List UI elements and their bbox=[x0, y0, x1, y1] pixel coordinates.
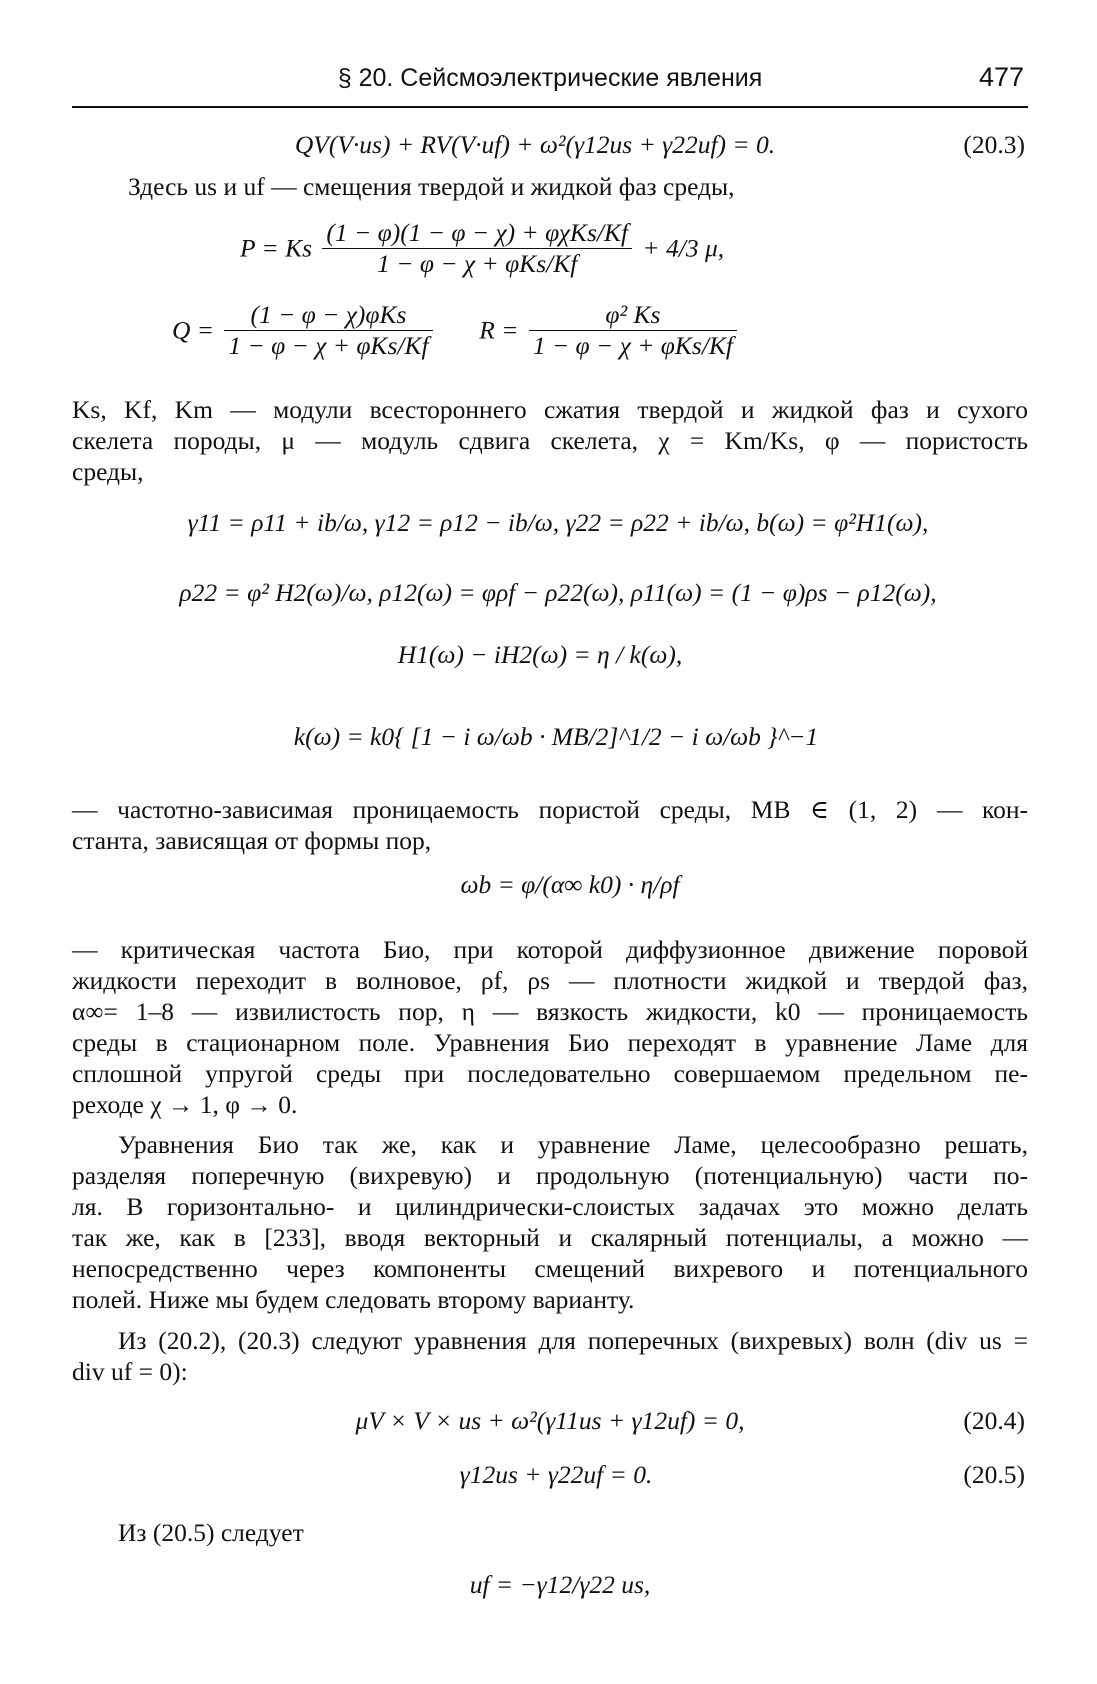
equation-R-denominator: 1 − φ − χ + φKs/Kf bbox=[532, 331, 734, 360]
equation-20-3: QV(V·us) + RV(V·uf) + ω²(γ12us + γ22uf) = 0. bbox=[294, 130, 776, 159]
from-line-1: Из (20.2), (20.3) следуют уравнения для поперечных (вихревых) волн (div us = bbox=[118, 1326, 1028, 1355]
biot-line-4: так же, как в [233], вводя векторный и скалярный потенциалы, а можно — bbox=[72, 1223, 1028, 1252]
biot-line-2: разделяя поперечную (вихревую) и продольную (потенциальную) части по- bbox=[72, 1161, 1028, 1190]
equation-20-4-label: (20.4) bbox=[963, 1406, 1025, 1435]
permeability-line-1: — частотно-зависимая проницаемость пористой среды, MB ∈ (1, 2) — кон- bbox=[72, 795, 1028, 824]
equation-20-5: γ12us + γ22uf = 0. bbox=[459, 1460, 653, 1489]
critical-line-4: среды в стационарном поле. Уравнения Био переходят в уравнение Ламе для bbox=[72, 1028, 1028, 1057]
equation-R-fraction bbox=[529, 300, 737, 361]
critical-line-3: α∞= 1–8 — извилистость пор, η — вязкость жидкости, k0 — проницаемость bbox=[72, 997, 1028, 1026]
equation-P-fraction bbox=[322, 218, 632, 279]
moduli-line-2: скелета породы, μ — модуль сдвига скелета, χ = Km/Ks, φ — пористость bbox=[72, 426, 1028, 455]
follows-line: Из (20.5) следует bbox=[118, 1518, 304, 1547]
critical-line-1: — критическая частота Био, при которой диффузионное движение поровой bbox=[72, 935, 1028, 964]
equation-P-lhs: P = Ks bbox=[240, 233, 313, 263]
equation-Q-R bbox=[172, 300, 892, 380]
from-line-2: div uf = 0): bbox=[72, 1357, 188, 1386]
equation-Q-numerator: (1 − φ − χ)φKs bbox=[224, 300, 432, 331]
critical-line-2: жидкости переходит в волновое, ρf, ρs — плотности жидкой и твердой фаз, bbox=[72, 966, 1028, 995]
equation-R-lhs: R = bbox=[479, 315, 519, 345]
equation-20-4: μV × V × us + ω²(γ11us + γ12uf) = 0, bbox=[355, 1406, 745, 1435]
equation-Q-lhs: Q = bbox=[172, 315, 214, 345]
intro-line: Здесь us и uf — смещения твердой и жидкой фаз среды, bbox=[128, 172, 735, 201]
equation-P-tail: + 4/3 μ, bbox=[642, 233, 725, 263]
page-number: 477 bbox=[978, 62, 1024, 92]
equation-k: k(ω) = k0{ [1 − i ω/ωb · MB/2]^1/2 − i ω/ωb }^−1 bbox=[293, 722, 819, 751]
section-title: § 20. Сейсмоэлектрические явления bbox=[337, 64, 763, 92]
critical-line-6: реходе χ → 1, φ → 0. bbox=[72, 1090, 298, 1119]
equation-uf: uf = −γ12/γ22 us, bbox=[469, 1570, 651, 1599]
biot-line-3: ля. В горизонтально- и цилиндрически-слоистых задачах это можно делать bbox=[72, 1192, 1028, 1221]
equation-Q-denominator: 1 − φ − χ + φKs/Kf bbox=[228, 331, 429, 360]
equation-P-denominator: 1 − φ − χ + φKs/Kf bbox=[377, 249, 578, 278]
equation-P-numerator: (1 − φ)(1 − φ − χ) + φχKs/Kf bbox=[322, 218, 632, 249]
moduli-line-3: среды, bbox=[72, 457, 144, 486]
permeability-line-2: станта, зависящая от формы пор, bbox=[72, 826, 432, 855]
equation-20-5-label: (20.5) bbox=[963, 1460, 1025, 1489]
equation-20-3-label: (20.3) bbox=[963, 130, 1025, 159]
equation-Q-fraction bbox=[224, 300, 432, 361]
biot-line-5: непосредственно через компоненты смещений вихревого и потенциального bbox=[72, 1254, 1028, 1283]
equation-omega-b: ωb = φ/(α∞ k0) · η/ρf bbox=[460, 870, 680, 899]
moduli-line-1: Ks, Kf, Km — модули всестороннего сжатия твердой и жидкой фаз и сухого bbox=[72, 395, 1028, 424]
equation-gamma: γ11 = ρ11 + ib/ω, γ12 = ρ12 − ib/ω, γ22 = ρ22 + ib/ω, b(ω) = φ²H1(ω), bbox=[187, 508, 929, 537]
running-header bbox=[72, 62, 1028, 108]
equation-P bbox=[240, 218, 840, 298]
equation-R-numerator: φ² Ks bbox=[529, 300, 737, 331]
equation-rho: ρ22 = φ² H2(ω)/ω, ρ12(ω) = φρf − ρ22(ω), ρ11(ω) = (1 − φ)ρs − ρ12(ω), bbox=[179, 578, 937, 607]
biot-line-6: полей. Ниже мы будем следовать второму варианту. bbox=[72, 1285, 635, 1314]
biot-line-1: Уравнения Био так же, как и уравнение Ламе, целесообразно решать, bbox=[118, 1130, 1028, 1159]
critical-line-5: сплошной упругой среды при последовательно совершаемом предельном пе- bbox=[72, 1059, 1028, 1088]
equation-H: H1(ω) − iH2(ω) = η / k(ω), bbox=[397, 640, 683, 669]
